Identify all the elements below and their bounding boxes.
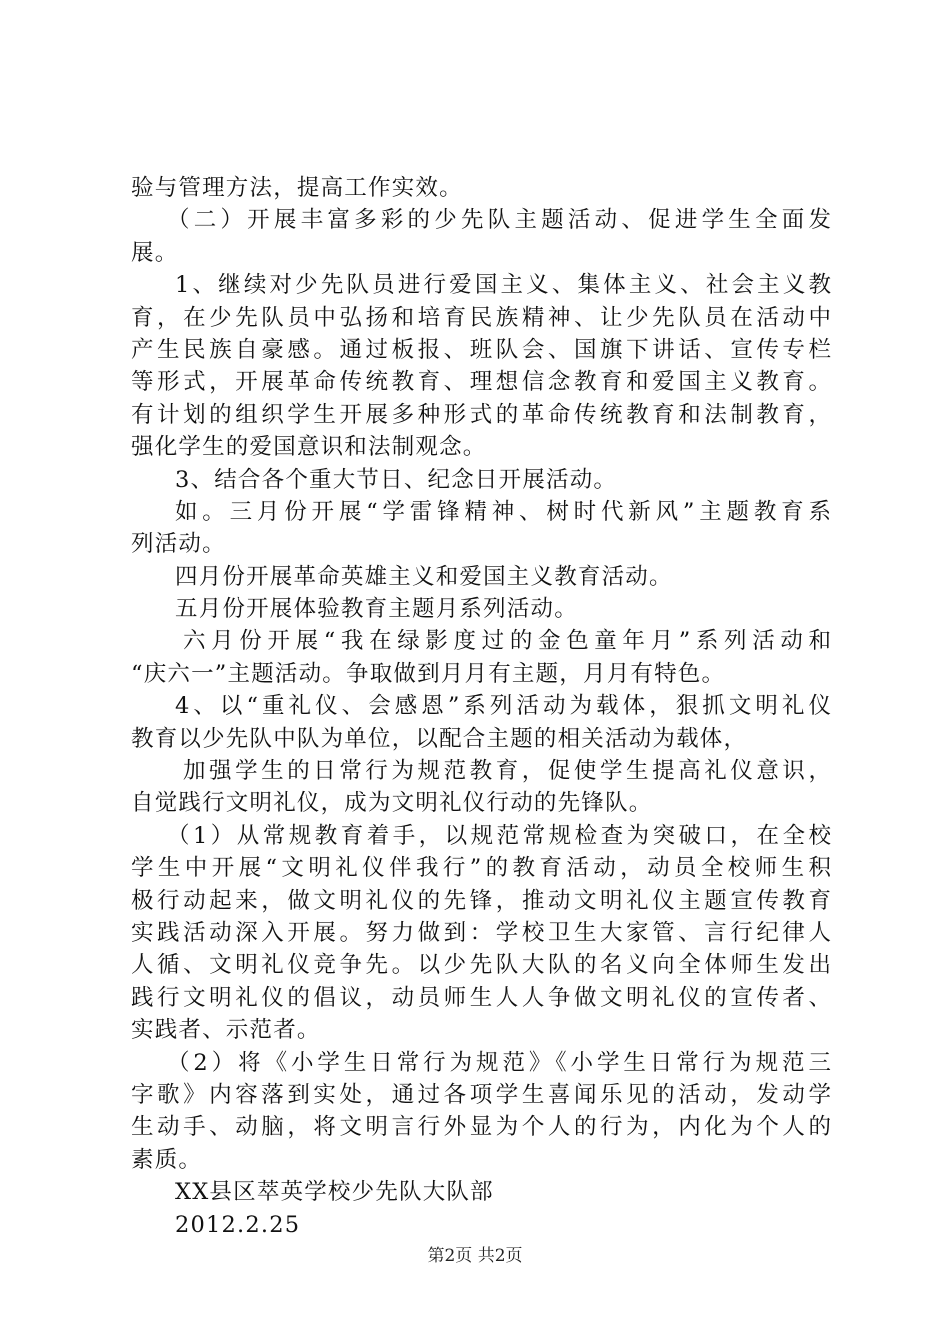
text-line: 五月份开展体验教育主题月系列活动。 — [175, 596, 578, 623]
text-line: （1）从常规教育着手，以规范常规检查为突破口，在全校 — [167, 822, 831, 849]
text-line: 展。 — [131, 239, 179, 266]
text-line: 实践活动深入开展。努力做到：学校卫生大家管、言行纪律人 — [131, 919, 831, 946]
text-line: （2）将《小学生日常行为规范》《小学生日常行为规范三 — [167, 1049, 831, 1076]
text-line: 等形式，开展革命传统教育、理想信念教育和爱国主义教育。 — [131, 369, 831, 396]
page-footer: 第2页 共2页 — [427, 1246, 523, 1266]
text-line: 有计划的组织学生开展多种形式的革命传统教育和法制教育， — [131, 401, 831, 428]
text-line: 产生民族自豪感。通过板报、班队会、国旗下讲话、宣传专栏 — [131, 336, 831, 363]
text-line: 2012.2.25 — [175, 1211, 301, 1238]
text-line: 3、结合各个重大节日、纪念日开展活动。 — [175, 466, 618, 493]
text-line: 践行文明礼仪的倡议，动员师生人人争做文明礼仪的宣传者、 — [131, 984, 831, 1011]
text-line: 教育以少先队中队为单位，以配合主题的相关活动为载体， — [131, 725, 748, 752]
text-line: 验与管理方法，提高工作实效。 — [131, 175, 463, 201]
text-line: 素质。 — [131, 1146, 203, 1173]
document-body — [131, 172, 831, 1241]
text-line: 加强学生的日常行为规范教育，促使学生提高礼仪意识， — [183, 758, 831, 785]
text-line: “庆六一”主题活动。争取做到月月有主题，月月有特色。 — [131, 660, 726, 687]
text-line: 1、继续对少先队员进行爱国主义、集体主义、社会主义教 — [175, 272, 831, 299]
text-line: 生动手、动脑，将文明言行外显为个人的行为，内化为个人的 — [131, 1114, 831, 1141]
text-line: 学生中开展“文明礼仪伴我行”的教育活动，动员全校师生积 — [131, 855, 831, 882]
text-line: 自觉践行文明礼仪，成为文明礼仪行动的先锋队。 — [131, 790, 653, 817]
text-line: XX县区萃英学校少先队大队部 — [175, 1179, 494, 1206]
text-line: 六月份开展“我在绿影度过的金色童年月”系列活动和 — [183, 628, 831, 655]
text-line: 四月份开展革命英雄主义和爱国主义教育活动。 — [175, 563, 673, 590]
text-line: 如。三月份开展“学雷锋精神、树时代新风”主题教育系 — [175, 498, 831, 525]
text-line: 强化学生的爱国意识和法制观念。 — [131, 434, 487, 461]
text-line: 极行动起来，做文明礼仪的先锋，推动文明礼仪主题宣传教育 — [131, 887, 831, 914]
text-line: 育，在少先队员中弘扬和培育民族精神、让少先队员在活动中 — [131, 304, 831, 331]
text-line: 人循、文明礼仪竞争先。以少先队大队的名义向全体师生发出 — [131, 952, 831, 979]
text-line: 列活动。 — [131, 531, 226, 558]
text-line: 字歌》内容落到实处，通过各项学生喜闻乐见的活动，发动学 — [131, 1081, 831, 1108]
text-line: 4、以“重礼仪、会感恩”系列活动为载体，狠抓文明礼仪 — [175, 693, 831, 720]
text-line: （二）开展丰富多彩的少先队主题活动、促进学生全面发 — [167, 207, 831, 234]
text-line: 实践者、示范者。 — [131, 1017, 321, 1044]
